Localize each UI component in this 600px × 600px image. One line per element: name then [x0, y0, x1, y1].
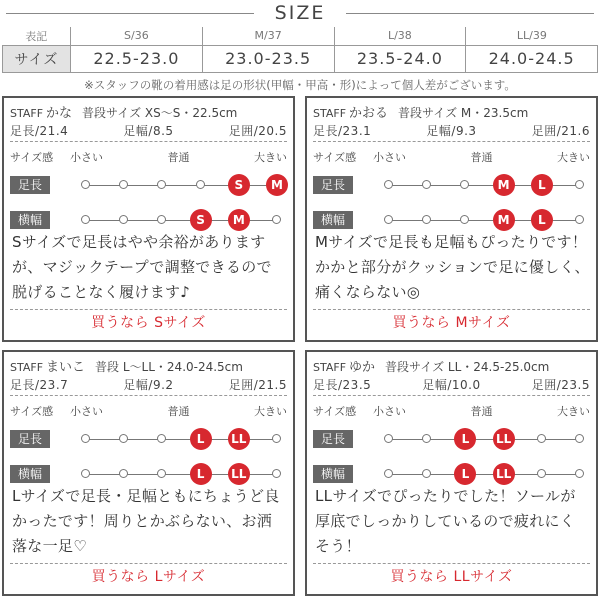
scale-dot [196, 180, 205, 189]
width-label: 横幅 [10, 211, 50, 229]
scale-dot [272, 215, 281, 224]
scale-dot [575, 469, 584, 478]
scale-dot [460, 180, 469, 189]
size-mark: LL [228, 463, 250, 485]
fit-note: ※スタッフの靴の着用感は足の形状(甲幅・甲高・形)によって個人差がございます。 [84, 78, 516, 92]
scale-dot [81, 469, 90, 478]
buy-divider [313, 309, 590, 310]
size-code-m: M/37 [202, 27, 334, 45]
staff-card [2, 350, 295, 596]
scale-dot [384, 434, 393, 443]
scale-labels [10, 403, 287, 417]
foot-girth: 足囲/21.6 [531, 124, 590, 138]
scale-labels [313, 403, 590, 417]
scale-dot [384, 469, 393, 478]
scale-heading: サイズ感 [10, 151, 54, 164]
length-label: 足長 [313, 176, 353, 194]
staff-header [10, 102, 287, 121]
size-table [2, 27, 598, 73]
foot-girth: 足囲/23.5 [531, 378, 590, 392]
usual-size: 普段サイズ LL・24.5-25.0cm [385, 360, 550, 374]
size-mark: M [266, 174, 288, 196]
foot-width: 足幅/10.0 [422, 378, 481, 392]
foot-width: 足幅/9.3 [426, 124, 477, 138]
foot-girth: 足囲/20.5 [228, 124, 287, 138]
staff-comment: LLサイズでぴったりでした！ソールが厚底でしっかりしているので疲れにくそう！ [315, 487, 576, 555]
size-table-value-row [3, 45, 598, 72]
scale-heading: サイズ感 [10, 405, 54, 418]
scale-dot [575, 434, 584, 443]
scale-normal: 普通 [167, 151, 190, 164]
staff-comment: Sサイズで足長はやや余裕がありますが、マジックテープで調整できるので脱げることなく履けます♪ [12, 233, 272, 301]
size-mark: LL [493, 463, 515, 485]
scale-heading: サイズ感 [313, 405, 357, 418]
staff-comment: Mサイズで足長も足幅もぴったりです！かかと部分がクッションで足に優しく、痛くならない◎ [315, 233, 590, 301]
header-divider [10, 141, 287, 142]
size-mark: L [190, 428, 212, 450]
foot-width: 足幅/8.5 [123, 124, 174, 138]
size-table-header-row [3, 27, 598, 45]
scale-dot [422, 434, 431, 443]
staff-name: まいこ [46, 360, 86, 375]
staff-label: STAFF [313, 107, 347, 120]
foot-length: 足長/21.4 [10, 124, 69, 138]
scale-dot [272, 469, 281, 478]
size-mark: LL [228, 428, 250, 450]
foot-length: 足長/23.5 [313, 378, 372, 392]
scale-dot [81, 434, 90, 443]
size-title: SIZE [274, 2, 326, 24]
staff-header [313, 356, 590, 375]
scale-dot [460, 215, 469, 224]
title-rule-right [346, 13, 594, 14]
size-mark: M [493, 209, 515, 231]
size-value-m: 23.0-23.5 [202, 45, 334, 72]
buy-divider [10, 563, 287, 564]
staff-comment: Lサイズで足長・足幅ともにちょうど良かったです！周りとかぶらない、お洒落な一足♡ [12, 487, 280, 555]
scale-dot [119, 469, 128, 478]
scale-dot [157, 434, 166, 443]
staff-name: ゆか [349, 360, 376, 375]
foot-length: 足長/23.7 [10, 378, 69, 392]
size-value-l: 23.5-24.0 [334, 45, 466, 72]
buy-recommendation: 買うなら Mサイズ [392, 315, 511, 331]
size-mark: M [493, 174, 515, 196]
scale-dot [537, 469, 546, 478]
scale-dot [157, 469, 166, 478]
scale-dot [119, 434, 128, 443]
staff-card [305, 96, 598, 342]
staff-card [305, 350, 598, 596]
scale-dot [81, 215, 90, 224]
scale-dot [272, 434, 281, 443]
width-label: 横幅 [313, 465, 353, 483]
length-label: 足長 [10, 176, 50, 194]
scale-dot [384, 180, 393, 189]
width-label: 横幅 [313, 211, 353, 229]
scale-dot [157, 215, 166, 224]
scale-dot [422, 215, 431, 224]
scale-dot [384, 215, 393, 224]
usual-size: 普段サイズ XS〜S・22.5cm [82, 106, 238, 120]
size-mark: L [190, 463, 212, 485]
buy-recommendation: 買うなら Lサイズ [91, 569, 206, 585]
staff-header [313, 102, 590, 121]
scale-dot [119, 180, 128, 189]
scale-dot [537, 434, 546, 443]
size-mark: LL [493, 428, 515, 450]
usual-size: 普段 L〜LL・24.0-24.5cm [95, 360, 243, 374]
scale-dot [119, 215, 128, 224]
scale-dot [422, 180, 431, 189]
size-table-row-label: サイズ [3, 45, 71, 72]
staff-label: STAFF [313, 361, 347, 374]
header-divider [313, 395, 590, 396]
staff-label: STAFF [10, 361, 44, 374]
size-mark: L [531, 209, 553, 231]
size-value-s: 22.5-23.0 [71, 45, 203, 72]
size-mark: L [454, 463, 476, 485]
foot-girth: 足囲/21.5 [228, 378, 287, 392]
size-table-header-label: 表記 [3, 27, 71, 45]
scale-dot [422, 469, 431, 478]
size-mark: S [190, 209, 212, 231]
scale-small: 小さい [70, 151, 103, 164]
buy-divider [313, 563, 590, 564]
scale-labels [313, 149, 590, 163]
size-mark: S [228, 174, 250, 196]
staff-card [2, 96, 295, 342]
size-mark: M [228, 209, 250, 231]
foot-measurements [313, 122, 590, 138]
header-divider [313, 141, 590, 142]
scale-normal: 普通 [167, 405, 190, 418]
scale-dot [575, 215, 584, 224]
scale-normal: 普通 [470, 405, 493, 418]
foot-measurements [10, 376, 287, 392]
scale-heading: サイズ感 [313, 151, 357, 164]
scale-dot [157, 180, 166, 189]
staff-name: かおる [349, 106, 389, 121]
usual-size: 普段サイズ M・23.5cm [398, 106, 529, 120]
size-code-s: S/36 [71, 27, 203, 45]
size-code-l: L/38 [334, 27, 466, 45]
width-label: 横幅 [10, 465, 50, 483]
foot-measurements [313, 376, 590, 392]
width-scale-track [389, 474, 580, 475]
staff-name: かな [46, 106, 73, 121]
length-label: 足長 [313, 430, 353, 448]
scale-large: 大きい [254, 405, 287, 418]
scale-normal: 普通 [470, 151, 493, 164]
foot-width: 足幅/9.2 [123, 378, 174, 392]
buy-divider [10, 309, 287, 310]
title-rule-left [6, 13, 254, 14]
scale-small: 小さい [373, 151, 406, 164]
scale-labels [10, 149, 287, 163]
staff-label: STAFF [10, 107, 44, 120]
buy-recommendation: 買うなら Sサイズ [91, 315, 206, 331]
length-label: 足長 [10, 430, 50, 448]
buy-recommendation: 買うなら LLサイズ [390, 569, 513, 585]
scale-dot [575, 180, 584, 189]
header-divider [10, 395, 287, 396]
scale-large: 大きい [557, 405, 590, 418]
scale-small: 小さい [70, 405, 103, 418]
foot-measurements [10, 122, 287, 138]
size-code-ll: LL/39 [466, 27, 598, 45]
size-value-ll: 24.0-24.5 [466, 45, 598, 72]
staff-header [10, 356, 287, 375]
scale-small: 小さい [373, 405, 406, 418]
scale-large: 大きい [254, 151, 287, 164]
size-mark: L [531, 174, 553, 196]
size-mark: L [454, 428, 476, 450]
scale-dot [81, 180, 90, 189]
foot-length: 足長/23.1 [313, 124, 372, 138]
scale-large: 大きい [557, 151, 590, 164]
length-scale-track [389, 439, 580, 440]
